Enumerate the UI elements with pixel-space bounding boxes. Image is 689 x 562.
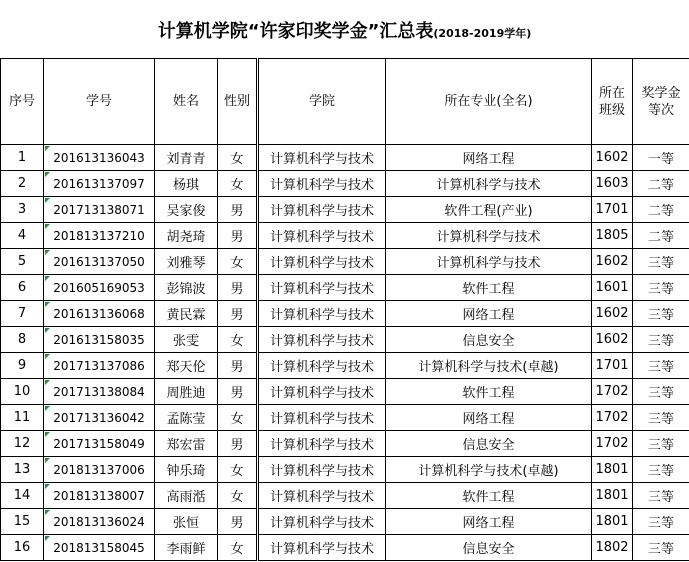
cell-name[interactable]: 张雯 [155,327,218,353]
table-row [1,327,689,353]
cell-seq[interactable]: 13 [1,457,44,483]
cell-seq[interactable]: 16 [1,535,44,561]
cell-college[interactable]: 计算机科学与技术 [258,483,386,509]
cell-major[interactable]: 计算机科学与技术 [386,171,592,197]
cell-gender[interactable]: 男 [218,197,258,223]
table-row [1,509,689,535]
excel-green-triangle-icon [45,146,50,151]
title-main: 计算机学院“许家印奖学金”汇总表 [157,21,434,42]
cell-college[interactable]: 计算机科学与技术 [258,145,386,171]
header-college[interactable]: 学院 [258,59,386,145]
cell-college[interactable]: 计算机科学与技术 [258,379,386,405]
cell-college[interactable]: 计算机科学与技术 [258,353,386,379]
cell-student-id-text: 201813158045 [53,540,145,555]
cell-class[interactable]: 1701 [592,353,633,379]
excel-green-triangle-icon [45,276,50,281]
cell-class[interactable]: 1801 [592,483,633,509]
cell-name[interactable]: 黄民霖 [155,301,218,327]
cell-name[interactable]: 刘青青 [155,145,218,171]
cell-major[interactable]: 网络工程 [386,301,592,327]
excel-green-triangle-icon [45,510,50,515]
cell-student-id[interactable] [44,197,155,223]
cell-class[interactable]: 1603 [592,171,633,197]
cell-student-id[interactable] [44,223,155,249]
cell-name[interactable]: 钟乐琦 [155,457,218,483]
cell-class[interactable]: 1602 [592,301,633,327]
cell-student-id[interactable] [44,483,155,509]
cell-class[interactable]: 1601 [592,275,633,301]
cell-name[interactable]: 郑宏雷 [155,431,218,457]
cell-student-id-text: 201813137210 [53,228,145,243]
cell-student-id-text: 201713136042 [53,410,145,425]
cell-grade[interactable]: 三等 [633,405,689,431]
cell-student-id-text: 201713138084 [53,384,145,399]
table-row [1,405,689,431]
cell-name[interactable]: 张恒 [155,509,218,535]
cell-student-id-text: 201813136024 [53,514,145,529]
cell-seq[interactable]: 14 [1,483,44,509]
cell-gender[interactable]: 女 [218,535,258,561]
cell-class[interactable]: 1802 [592,535,633,561]
cell-gender[interactable]: 女 [218,249,258,275]
cell-grade[interactable]: 三等 [633,483,689,509]
table-row [1,223,689,249]
table-body [1,145,689,561]
cell-gender[interactable]: 女 [218,483,258,509]
cell-class[interactable]: 1702 [592,379,633,405]
table-row [1,197,689,223]
cell-major[interactable]: 计算机科学与技术 [386,223,592,249]
cell-class[interactable]: 1602 [592,249,633,275]
cell-grade[interactable]: 三等 [633,275,689,301]
cell-student-id[interactable] [44,353,155,379]
cell-student-id-text: 201613136068 [53,306,145,321]
cell-gender[interactable]: 女 [218,327,258,353]
cell-student-id-text: 201713137086 [53,358,145,373]
cell-student-id[interactable] [44,509,155,535]
cell-seq[interactable]: 5 [1,249,44,275]
excel-green-triangle-icon [45,406,50,411]
excel-green-triangle-icon [45,198,50,203]
cell-grade[interactable]: 三等 [633,535,689,561]
cell-major[interactable]: 软件工程 [386,275,592,301]
cell-student-id[interactable] [44,535,155,561]
excel-green-triangle-icon [45,536,50,541]
title-year: (2018-2019学年) [433,27,532,40]
cell-name[interactable]: 彭锦波 [155,275,218,301]
cell-college[interactable]: 计算机科学与技术 [258,275,386,301]
cell-seq[interactable]: 6 [1,275,44,301]
cell-grade[interactable]: 二等 [633,197,689,223]
cell-name[interactable]: 孟陈莹 [155,405,218,431]
cell-seq[interactable]: 10 [1,379,44,405]
cell-gender[interactable]: 女 [218,171,258,197]
cell-major[interactable]: 计算机科学与技术 [386,249,592,275]
header-gender[interactable]: 性别 [218,59,258,145]
cell-name[interactable]: 吴家俊 [155,197,218,223]
cell-college[interactable]: 计算机科学与技术 [258,223,386,249]
cell-class[interactable]: 1602 [592,327,633,353]
cell-student-id[interactable] [44,275,155,301]
cell-college[interactable]: 计算机科学与技术 [258,535,386,561]
cell-gender[interactable]: 男 [218,379,258,405]
cell-major[interactable]: 网络工程 [386,145,592,171]
cell-class[interactable]: 1801 [592,509,633,535]
cell-grade[interactable]: 二等 [633,223,689,249]
table-row [1,275,689,301]
cell-gender[interactable]: 男 [218,275,258,301]
table-row [1,171,689,197]
header-student-id[interactable]: 学号 [44,59,155,145]
cell-major[interactable]: 信息安全 [386,431,592,457]
cell-name[interactable]: 李雨鲜 [155,535,218,561]
cell-grade[interactable]: 三等 [633,353,689,379]
cell-seq[interactable]: 2 [1,171,44,197]
cell-name[interactable]: 胡尧琦 [155,223,218,249]
cell-student-id[interactable] [44,249,155,275]
header-name[interactable]: 姓名 [155,59,218,145]
cell-gender[interactable]: 男 [218,431,258,457]
cell-student-id[interactable] [44,405,155,431]
cell-college[interactable]: 计算机科学与技术 [258,431,386,457]
cell-name[interactable]: 周胜迪 [155,379,218,405]
cell-student-id[interactable] [44,145,155,171]
scholarship-table [0,58,689,561]
cell-major[interactable]: 信息安全 [386,535,592,561]
cell-student-id-text: 201613158035 [53,332,145,347]
table-row [1,379,689,405]
cell-seq[interactable]: 7 [1,301,44,327]
table-row [1,431,689,457]
cell-seq[interactable]: 15 [1,509,44,535]
cell-gender[interactable]: 男 [218,301,258,327]
header-row [1,59,689,145]
cell-major[interactable]: 网络工程 [386,405,592,431]
cell-student-id-text: 201613136043 [53,150,145,165]
cell-gender[interactable]: 男 [218,509,258,535]
cell-student-id[interactable] [44,301,155,327]
cell-grade[interactable]: 三等 [633,457,689,483]
cell-grade[interactable]: 三等 [633,327,689,353]
cell-name[interactable]: 高雨湉 [155,483,218,509]
cell-student-id-text: 201713138071 [53,202,145,217]
cell-student-id-text: 201813138007 [53,488,145,503]
cell-major[interactable]: 计算机科学与技术(卓越) [386,457,592,483]
cell-grade[interactable]: 三等 [633,509,689,535]
page-title [0,14,689,50]
table-row [1,457,689,483]
cell-major[interactable]: 信息安全 [386,327,592,353]
excel-green-triangle-icon [45,380,50,385]
cell-name[interactable]: 刘雅琴 [155,249,218,275]
cell-student-id-text: 201613137050 [53,254,145,269]
cell-seq[interactable]: 1 [1,145,44,171]
cell-grade[interactable]: 一等 [633,145,689,171]
cell-major[interactable]: 计算机科学与技术(卓越) [386,353,592,379]
cell-grade[interactable]: 三等 [633,379,689,405]
cell-major[interactable]: 网络工程 [386,509,592,535]
cell-student-id[interactable] [44,431,155,457]
table-row [1,353,689,379]
header-seq[interactable]: 序号 [1,59,44,145]
table-row [1,249,689,275]
header-class[interactable]: 所在班级 [592,59,633,145]
cell-gender[interactable]: 女 [218,145,258,171]
cell-class[interactable]: 1805 [592,223,633,249]
excel-green-triangle-icon [45,224,50,229]
excel-green-triangle-icon [45,458,50,463]
excel-green-triangle-icon [45,484,50,489]
cell-college[interactable]: 计算机科学与技术 [258,197,386,223]
table-row [1,535,689,561]
excel-green-triangle-icon [45,172,50,177]
cell-student-id[interactable] [44,171,155,197]
cell-grade[interactable]: 三等 [633,249,689,275]
cell-class[interactable]: 1602 [592,145,633,171]
cell-student-id[interactable] [44,327,155,353]
excel-green-triangle-icon [45,328,50,333]
cell-college[interactable]: 计算机科学与技术 [258,509,386,535]
cell-gender[interactable]: 女 [218,405,258,431]
excel-green-triangle-icon [45,250,50,255]
header-grade[interactable]: 奖学金等次 [633,59,689,145]
cell-major[interactable]: 软件工程 [386,379,592,405]
cell-seq[interactable]: 12 [1,431,44,457]
cell-college[interactable]: 计算机科学与技术 [258,457,386,483]
cell-class[interactable]: 1702 [592,405,633,431]
cell-grade[interactable]: 二等 [633,171,689,197]
cell-gender[interactable]: 女 [218,457,258,483]
excel-green-triangle-icon [45,302,50,307]
cell-college[interactable]: 计算机科学与技术 [258,171,386,197]
excel-green-triangle-icon [45,432,50,437]
cell-seq[interactable]: 4 [1,223,44,249]
table-row [1,301,689,327]
cell-college[interactable]: 计算机科学与技术 [258,327,386,353]
cell-major[interactable]: 软件工程(产业) [386,197,592,223]
cell-seq[interactable]: 9 [1,353,44,379]
cell-class[interactable]: 1801 [592,457,633,483]
cell-college[interactable]: 计算机科学与技术 [258,405,386,431]
cell-major[interactable]: 软件工程 [386,483,592,509]
cell-seq[interactable]: 8 [1,327,44,353]
cell-student-id-text: 201813137006 [53,462,145,477]
cell-grade[interactable]: 三等 [633,431,689,457]
cell-college[interactable]: 计算机科学与技术 [258,249,386,275]
cell-gender[interactable]: 男 [218,223,258,249]
header-major[interactable]: 所在专业(全名) [386,59,592,145]
table-row [1,145,689,171]
table-row [1,483,689,509]
cell-seq[interactable]: 3 [1,197,44,223]
cell-student-id[interactable] [44,379,155,405]
excel-green-triangle-icon [45,354,50,359]
cell-gender[interactable]: 男 [218,353,258,379]
cell-class[interactable]: 1702 [592,431,633,457]
cell-grade[interactable]: 三等 [633,301,689,327]
cell-seq[interactable]: 11 [1,405,44,431]
cell-student-id[interactable] [44,457,155,483]
cell-name[interactable]: 郑天伦 [155,353,218,379]
cell-student-id-text: 201613137097 [53,176,145,191]
cell-class[interactable]: 1701 [592,197,633,223]
cell-student-id-text: 201713158049 [53,436,145,451]
cell-student-id-text: 201605169053 [53,280,145,295]
cell-college[interactable]: 计算机科学与技术 [258,301,386,327]
cell-name[interactable]: 杨琪 [155,171,218,197]
